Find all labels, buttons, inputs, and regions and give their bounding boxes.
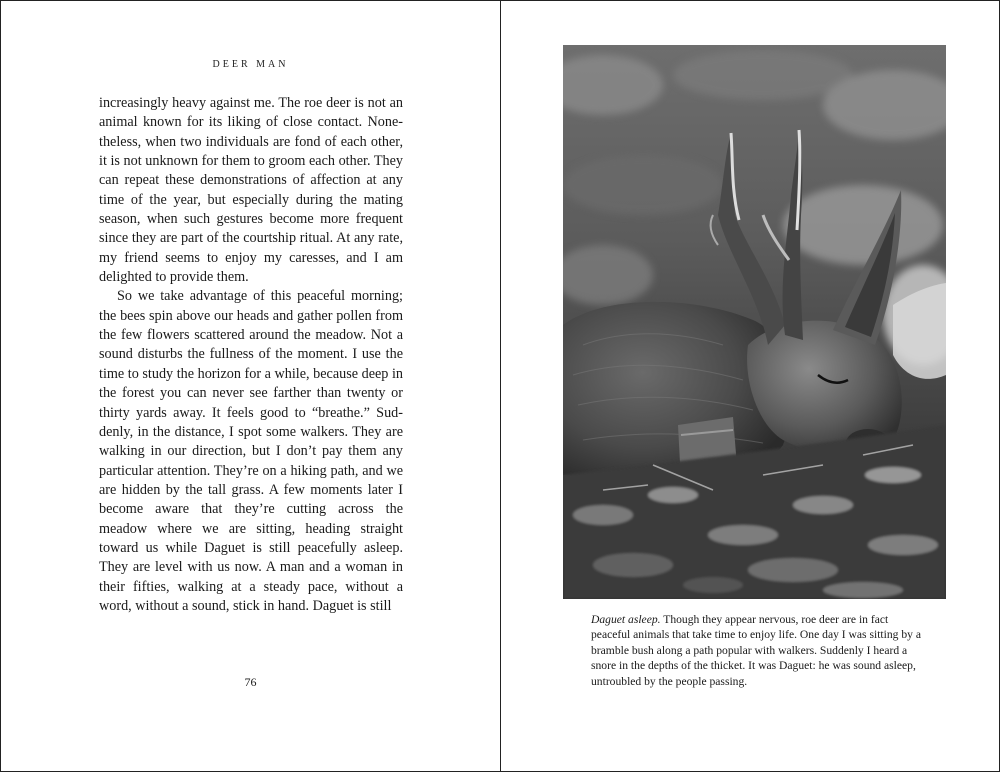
caption-title: Daguet asleep.	[591, 613, 661, 626]
caption-body: Though they appear nervous, roe deer are in fact peaceful animals that take time to enjoy life. One day I was sitting by a bramble bush along a path popular with walkers. Suddenly I heard a snore in the depths of the thicket. It was Daguet: he was sound asleep, untroubled by the people passing.	[591, 613, 921, 688]
photo-caption	[591, 612, 921, 689]
left-page	[1, 1, 500, 771]
sleeping-deer-image	[563, 45, 946, 599]
page-number: 76	[244, 675, 257, 689]
right-page	[501, 1, 999, 771]
paragraph-2: So we take advantage of this peaceful morning; the bees spin above our heads and gather pollen from the few flowers scattered around the meadow. Not a sound disturbs the fullness of the moment. I use the time to study the horizon for a while, because deep in the forest you can never see farther than twenty or thirty yards away. It feels good to “breathe.” Suddenly, in the distance, I spot some walkers. They are walking in our direction, but I don’t pay them any particular attention. They’re on a hiking path, and we are hidden by the tall grass. A few moments later I become aware that they’re cutting across the meadow where we are sitting, heading straight toward us while Daguet is still peacefully asleep. They are level with us now. A man and a woman in their fifties, walking at a steady pace, without a word, without a sound, stick in hand. Daguet is still	[99, 288, 403, 614]
body-text	[99, 94, 403, 616]
paragraph-1: increasingly heavy against me. The roe deer is not an animal known for its liking of close contact. Nonetheless, when two individuals are fond of each other, it is not unknown for them to groom each other. They can repeat these demonstrations of affection at any time of the year, but especially during the mating season, when such gestures become more frequent since they are part of the courtship ritual. At any rate, my friend seems to enjoy my caresses, and I am delighted to provide them.	[99, 95, 403, 286]
running-head: DEER MAN	[212, 59, 289, 70]
deer-photo	[563, 45, 946, 599]
